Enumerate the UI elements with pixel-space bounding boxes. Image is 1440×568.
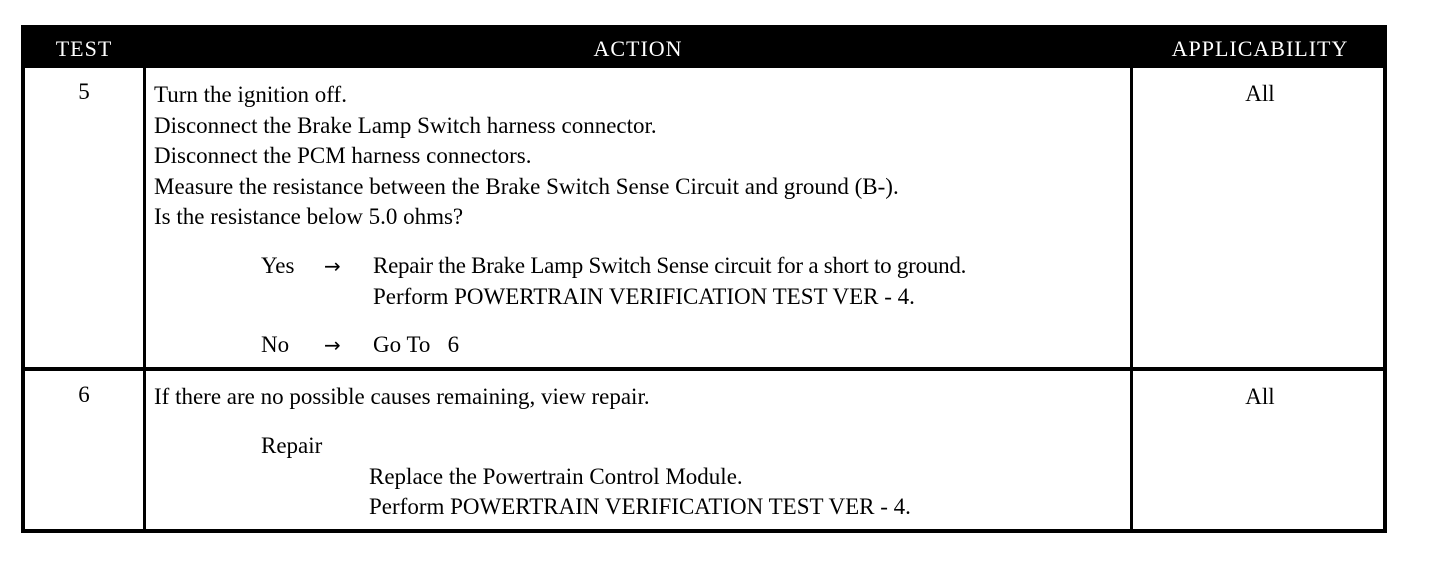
no-action: Go To 6 <box>373 332 460 357</box>
header-applicability: APPLICABILITY <box>1171 36 1349 61</box>
repair-action: Perform POWERTRAIN VERIFICATION TEST VER - 4. <box>369 494 911 519</box>
header-test: TEST <box>55 36 113 61</box>
step-text: Is the resistance below 5.0 ohms? <box>154 204 464 229</box>
step-text: Disconnect the PCM harness connectors. <box>154 143 532 168</box>
step-text: Turn the ignition off. <box>154 82 347 107</box>
header-action: ACTION <box>593 36 683 61</box>
applicability-value: All <box>1245 81 1275 106</box>
row-divider <box>25 367 1383 371</box>
yes-action: Perform POWERTRAIN VERIFICATION TEST VER - 4. <box>373 284 915 309</box>
test-number: 5 <box>78 79 90 104</box>
yes-action: Repair the Brake Lamp Switch Sense circuit for a short to ground. <box>373 253 967 278</box>
test-number: 6 <box>78 382 90 407</box>
step-text: If there are no possible causes remaining, view repair. <box>154 384 650 409</box>
repair-label: Repair <box>261 433 323 458</box>
no-label: No <box>261 332 290 357</box>
no-arrow-icon: → <box>324 333 341 357</box>
yes-label: Yes <box>261 253 295 278</box>
diagnostic-test-table <box>21 25 1387 533</box>
table-header <box>25 29 1383 68</box>
step-text: Disconnect the Brake Lamp Switch harness connector. <box>154 113 657 138</box>
step-text: Measure the resistance between the Brake Switch Sense Circuit and ground (B-). <box>154 174 899 199</box>
applicability-value: All <box>1245 384 1275 409</box>
repair-action: Replace the Powertrain Control Module. <box>369 464 743 489</box>
yes-arrow-icon: → <box>324 254 341 278</box>
column-divider <box>143 29 146 529</box>
